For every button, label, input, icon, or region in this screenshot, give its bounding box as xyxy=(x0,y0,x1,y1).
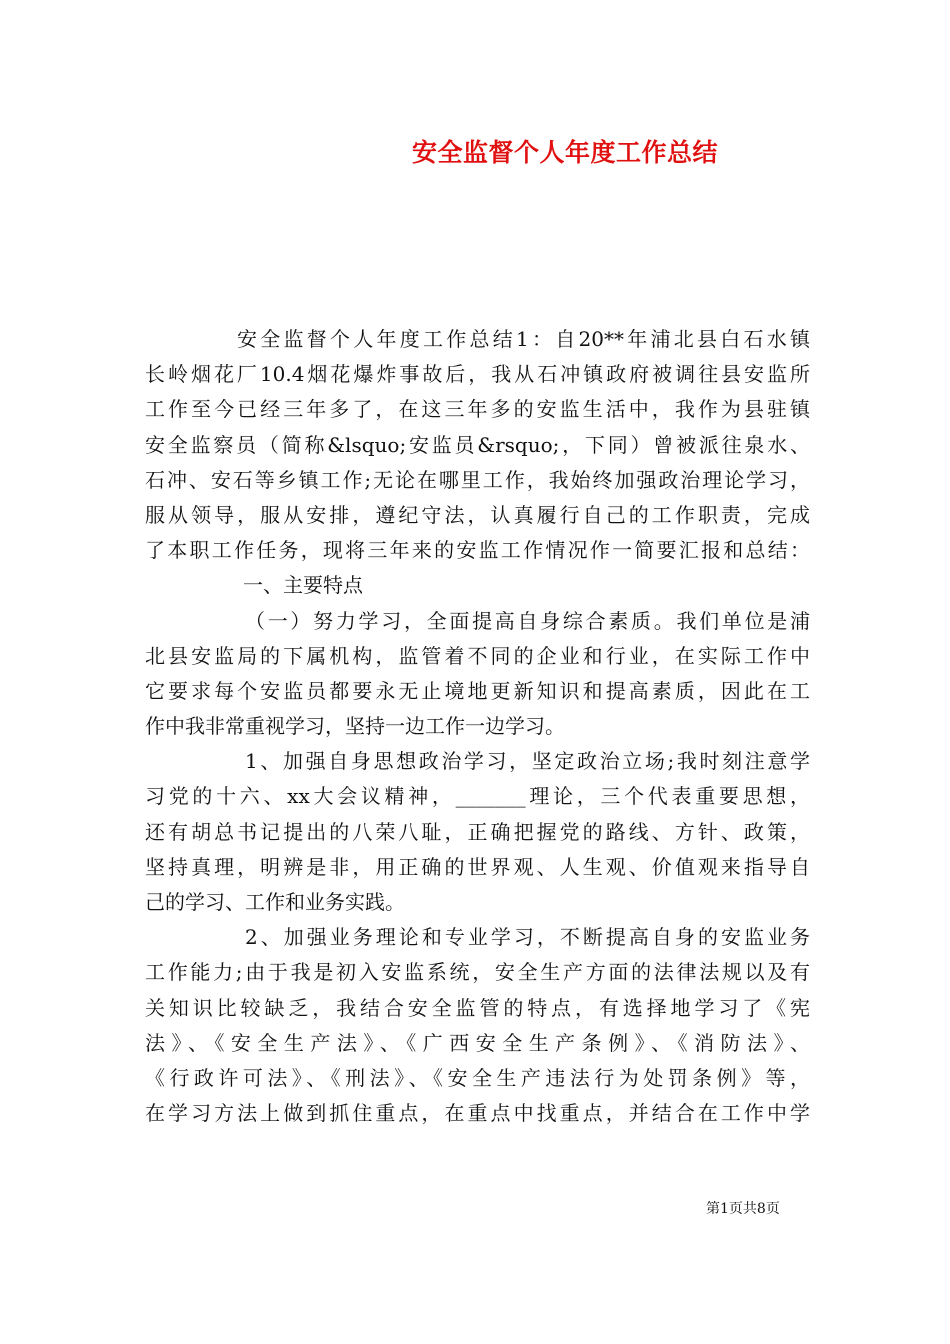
document-body xyxy=(145,322,810,1131)
paragraph-line: 坚持真理，明辨是非，用正确的世界观、人生观、价值观来指导自 xyxy=(145,854,810,879)
document-title: 安全监督个人年度工作总结 xyxy=(411,138,718,167)
page-number: 第1页共8页 xyxy=(706,1201,780,1217)
paragraph-line: 习党的十六、xx大会议精神，_______理论，三个代表重要思想， xyxy=(145,784,810,809)
paragraph-line: 工作能力;由于我是初入安监系统，安全生产方面的法律法规以及有 xyxy=(145,960,810,985)
paragraph-line: 《行政许可法》、《刑法》、《安全生产违法行为处罚条例》等， xyxy=(145,1065,810,1090)
paragraph-line: 它要求每个安监员都要永无止境地更新知识和提高素质，因此在工 xyxy=(145,678,810,703)
paragraph-line: 己的学习、工作和业务实践。 xyxy=(145,890,405,914)
paragraph-line: 作中我非常重视学习，坚持一边工作一边学习。 xyxy=(145,714,565,739)
paragraph-line: 关知识比较缺乏，我结合安全监管的特点，有选择地学习了《宪 xyxy=(145,995,810,1020)
paragraph-line: 法》、《安全生产法》、《广西安全生产条例》、《消防法》、 xyxy=(145,1030,810,1055)
paragraph-line: 长岭烟花厂10.4烟花爆炸事故后，我从石冲镇政府被调往县安监所 xyxy=(145,362,810,387)
paragraph-line: 了本职工作任务，现将三年来的安监工作情况作一简要汇报和总结： xyxy=(145,538,810,563)
paragraph-line: 工作至今已经三年多了，在这三年多的安监生活中，我作为县驻镇 xyxy=(145,397,810,422)
paragraph-line: 在学习方法上做到抓住重点，在重点中找重点，并结合在工作中学 xyxy=(145,1101,810,1126)
paragraph-line: 安全监察员（简称&lsquo;安监员&rsquo;，下同）曾被派往泉水、 xyxy=(145,432,810,457)
paragraph-line: 还有胡总书记提出的八荣八耻，正确把握党的路线、方针、政策， xyxy=(145,819,810,844)
paragraph-line: 2、加强业务理论和专业学习，不断提高自身的安监业务 xyxy=(245,925,810,950)
paragraph-line: 石冲、安石等乡镇工作;无论在哪里工作，我始终加强政治理论学习， xyxy=(145,467,810,492)
paragraph-line: 安全监督个人年度工作总结1：自20**年浦北县白石水镇 xyxy=(237,327,810,351)
paragraph-line: 北县安监局的下属机构，监管着不同的企业和行业，在实际工作中 xyxy=(145,643,810,668)
paragraph-line: （一）努力学习，全面提高自身综合素质。我们单位是浦 xyxy=(245,608,810,633)
paragraph-line: 服从领导，服从安排，遵纪守法，认真履行自己的工作职责，完成 xyxy=(145,502,810,527)
paragraph-line: 1、加强自身思想政治学习，坚定政治立场;我时刻注意学 xyxy=(245,749,810,774)
section-heading: 一、主要特点 xyxy=(243,573,363,598)
